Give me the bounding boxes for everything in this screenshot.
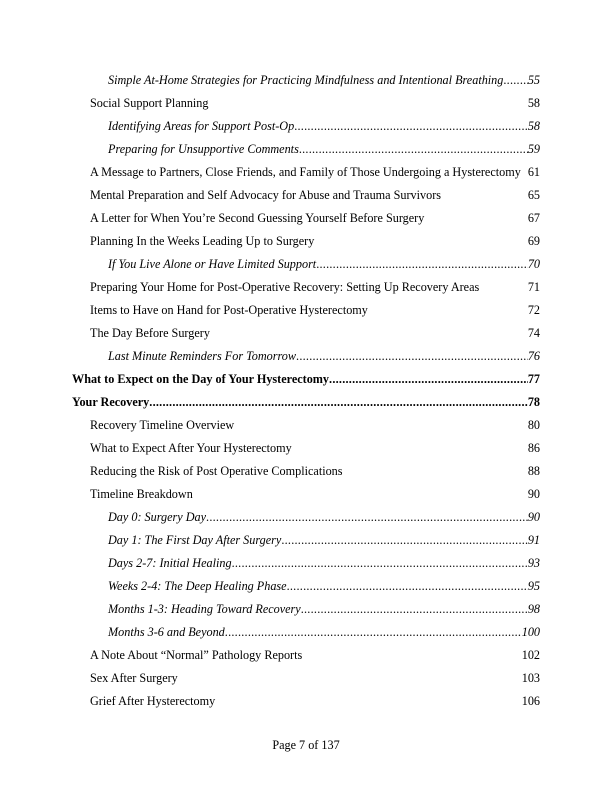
- dot-leader: [316, 256, 528, 272]
- toc-entry[interactable]: [108, 118, 540, 134]
- toc-entry-title: A Message to Partners, Close Friends, and Family of Those Undergoing a Hysterectomy: [90, 165, 521, 179]
- toc-page-number: 78: [527, 395, 540, 409]
- toc-entry[interactable]: [90, 279, 540, 295]
- toc-page-number: 102: [521, 648, 540, 662]
- toc-entry[interactable]: [108, 509, 540, 525]
- toc-entry-title: Planning In the Weeks Leading Up to Surgery: [90, 234, 315, 248]
- toc-page-number: 90: [527, 487, 540, 501]
- toc-entry-title: Identifying Areas for Support Post-Op: [108, 119, 295, 133]
- toc-entry-title: The Day Before Surgery: [90, 326, 210, 340]
- toc-page-number: 69: [527, 234, 540, 248]
- toc-entry[interactable]: [90, 187, 540, 203]
- toc-entry-title: Preparing for Unsupportive Comments: [108, 142, 299, 156]
- toc-entry[interactable]: [108, 578, 540, 594]
- dot-leader: [287, 578, 528, 594]
- toc-page-number: 100: [521, 625, 540, 639]
- dot-leader: [206, 509, 528, 525]
- dot-leader: [149, 394, 528, 410]
- toc-entry-title: Simple At-Home Strategies for Practicing Mindfulness and Intentional Breathing: [108, 73, 504, 87]
- dot-leader: [301, 601, 528, 617]
- toc-entry[interactable]: [90, 440, 540, 456]
- toc-entry-title: Timeline Breakdown: [90, 487, 193, 501]
- toc-page-number: 58: [527, 119, 540, 133]
- toc-entry[interactable]: [90, 164, 540, 180]
- dot-leader: [503, 72, 527, 88]
- toc-page-number: 106: [521, 694, 540, 708]
- toc-entry[interactable]: [108, 555, 540, 571]
- toc-entry[interactable]: [90, 486, 540, 502]
- toc-page-number: 71: [527, 280, 540, 294]
- toc-page-number: 74: [527, 326, 540, 340]
- toc-entry-title: Days 2-7: Initial Healing: [108, 556, 232, 570]
- toc-page-number: 58: [527, 96, 540, 110]
- toc-entry-title: Recovery Timeline Overview: [90, 418, 235, 432]
- toc-entry-title: Months 1-3: Heading Toward Recovery: [108, 602, 301, 616]
- toc-page-number: 98: [527, 602, 540, 616]
- toc-entry-title: If You Live Alone or Have Limited Support: [108, 257, 317, 271]
- toc-entry[interactable]: [108, 256, 540, 272]
- toc-entry[interactable]: [108, 624, 540, 640]
- toc-page-number: 76: [527, 349, 540, 363]
- toc-entry-title: What to Expect on the Day of Your Hysterectomy: [72, 372, 330, 386]
- dot-leader: [294, 118, 528, 134]
- toc-entry-title: Weeks 2-4: The Deep Healing Phase: [108, 579, 287, 593]
- toc-entry-title: Day 0: Surgery Day: [108, 510, 207, 524]
- toc-entry[interactable]: [90, 670, 540, 686]
- toc-entry[interactable]: [108, 141, 540, 157]
- toc-entry[interactable]: [90, 647, 540, 663]
- toc-entry[interactable]: [90, 95, 540, 111]
- toc-entry[interactable]: [90, 693, 540, 709]
- toc-entry[interactable]: [90, 325, 540, 341]
- toc-entry-title: Social Support Planning: [90, 96, 209, 110]
- toc-entry-title: A Letter for When You’re Second Guessing Yourself Before Surgery: [90, 211, 425, 225]
- page-footer: [0, 737, 612, 753]
- toc-entry[interactable]: [72, 371, 540, 387]
- toc-page-number: 95: [527, 579, 540, 593]
- toc-entry-title: A Note About “Normal” Pathology Reports: [90, 648, 303, 662]
- toc-entry[interactable]: [90, 233, 540, 249]
- toc-page-number: 67: [527, 211, 540, 225]
- toc-entry-title: Mental Preparation and Self Advocacy for Abuse and Trauma Survivors: [90, 188, 442, 202]
- toc-entry-title: Reducing the Risk of Post Operative Complications: [90, 464, 343, 478]
- toc-entry[interactable]: [90, 302, 540, 318]
- toc-entry-title: Sex After Surgery: [90, 671, 178, 685]
- dot-leader: [232, 555, 528, 571]
- toc-page-number: 65: [527, 188, 540, 202]
- toc-entry[interactable]: [108, 348, 540, 364]
- toc-page-number: 91: [527, 533, 540, 547]
- dot-leader: [329, 371, 528, 387]
- toc-page-number: 59: [527, 142, 540, 156]
- dot-leader: [296, 348, 528, 364]
- dot-leader: [225, 624, 522, 640]
- toc-entry-title: Your Recovery: [72, 395, 150, 409]
- dot-leader: [281, 532, 528, 548]
- toc-page-number: 61: [527, 165, 540, 179]
- toc-entry-title: What to Expect After Your Hysterectomy: [90, 441, 292, 455]
- toc-entry[interactable]: [90, 210, 540, 226]
- toc-entry-title: Months 3-6 and Beyond: [108, 625, 225, 639]
- toc-entry-title: Items to Have on Hand for Post-Operative Hysterectomy: [90, 303, 368, 317]
- toc-entry-title: Preparing Your Home for Post-Operative Recovery: Setting Up Recovery Areas: [90, 280, 480, 294]
- dot-leader: [299, 141, 528, 157]
- toc-page-number: 90: [527, 510, 540, 524]
- toc-page-number: 72: [527, 303, 540, 317]
- toc-entry-title: Grief After Hysterectomy: [90, 694, 216, 708]
- toc-entry-title: Day 1: The First Day After Surgery: [108, 533, 282, 547]
- toc-page-number: 86: [527, 441, 540, 455]
- toc-page-number: 80: [527, 418, 540, 432]
- toc-page-number: 70: [527, 257, 540, 271]
- toc-entry[interactable]: [90, 417, 540, 433]
- toc-entry[interactable]: [108, 72, 540, 88]
- toc-page-number: 93: [527, 556, 540, 570]
- toc-page-number: 88: [527, 464, 540, 478]
- toc-entry-title: Last Minute Reminders For Tomorrow: [108, 349, 297, 363]
- page-number-label: Page 7 of 137: [272, 738, 340, 752]
- toc-entry[interactable]: [108, 532, 540, 548]
- toc-entry[interactable]: [72, 394, 540, 410]
- toc-page-number: 55: [527, 73, 540, 87]
- toc-page-number: 103: [521, 671, 540, 685]
- toc-page-number: 77: [527, 372, 540, 386]
- toc-entry[interactable]: [108, 601, 540, 617]
- toc-entry[interactable]: [90, 463, 540, 479]
